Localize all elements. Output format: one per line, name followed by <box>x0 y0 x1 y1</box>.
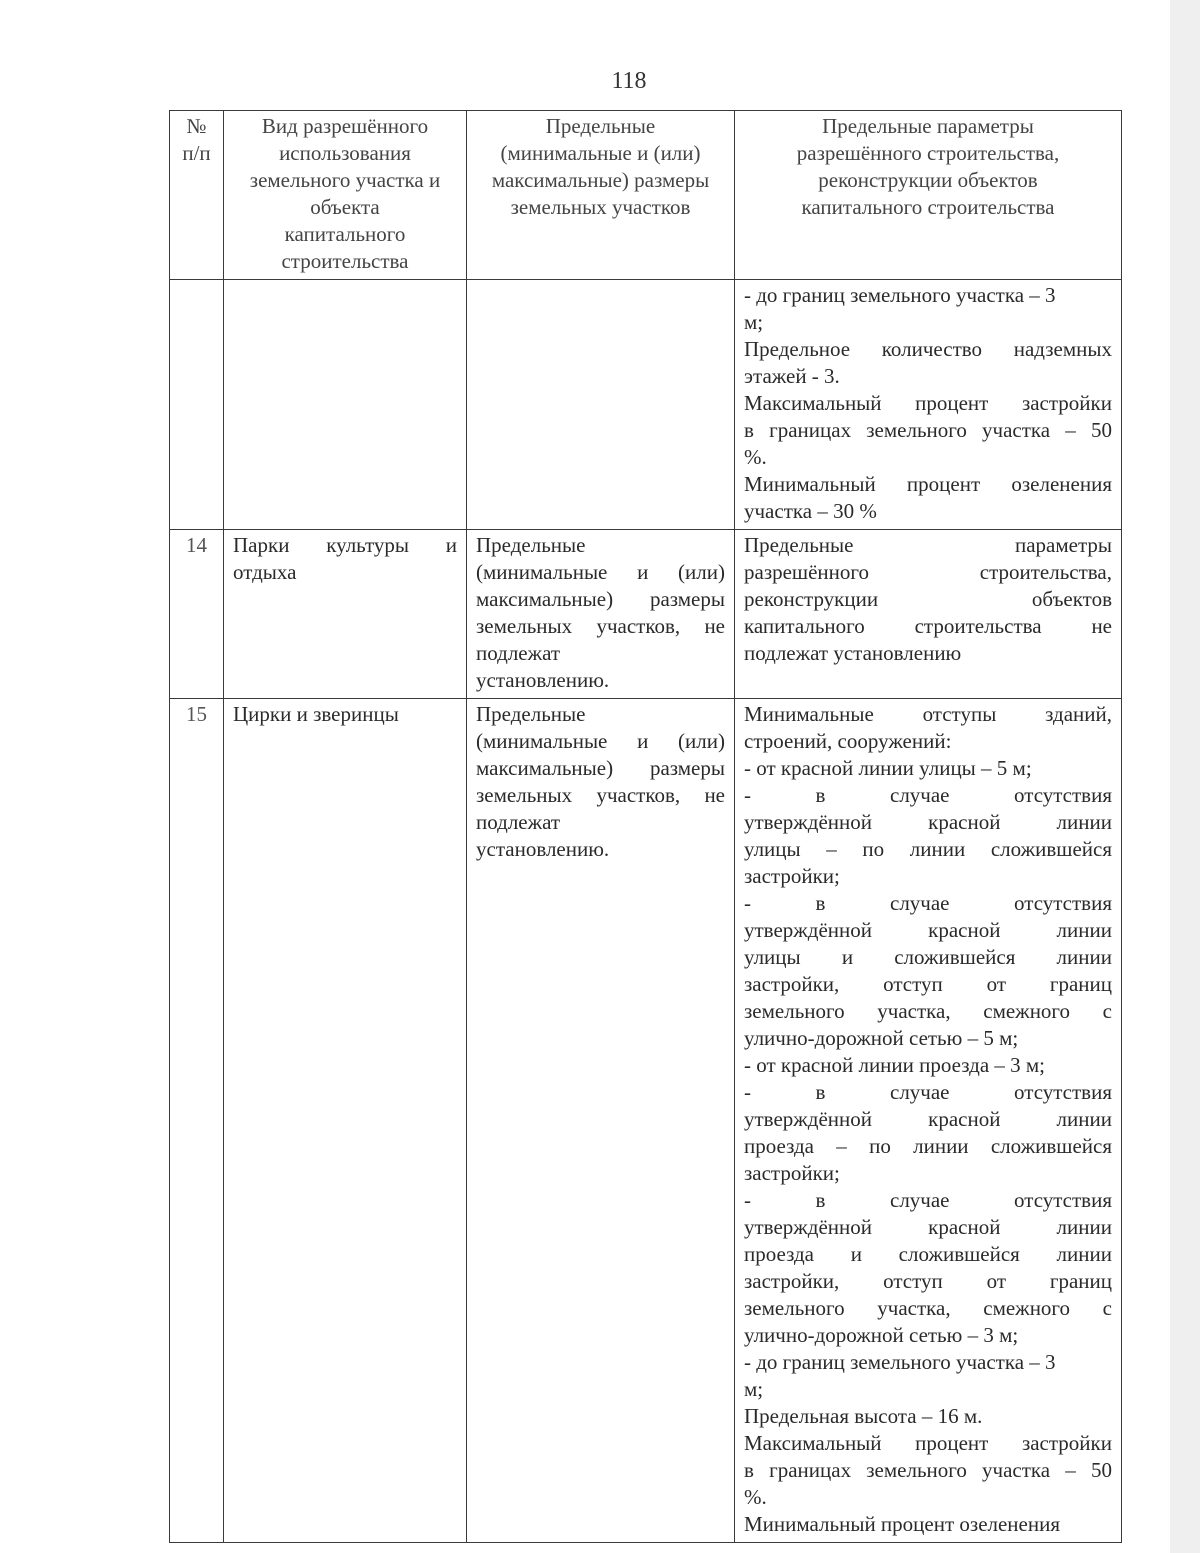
row-use-type <box>224 530 467 699</box>
row-num: 14 <box>170 530 224 699</box>
param-line: капитального строительства не <box>744 614 1112 638</box>
param-line: улицы и сложившейся линии <box>744 945 1112 969</box>
plot-sizes-line: подлежат <box>476 641 561 665</box>
param-line: этажей - 3. <box>744 364 840 388</box>
param-line: Предельная высота – 16 м. <box>744 1404 983 1428</box>
param-line: улицы – по линии сложившейся <box>744 837 1112 861</box>
param-line: Минимальный процент озеленения <box>744 472 1112 496</box>
param-line: Максимальный процент застройки <box>744 1431 1112 1455</box>
plot-sizes-line: Предельные <box>476 533 586 557</box>
param-line: - до границ земельного участка – 3 <box>744 283 1056 307</box>
param-line: Предельные параметры <box>744 533 1112 557</box>
plot-sizes-line: земельных участков, не <box>476 614 725 638</box>
row-plot-sizes <box>467 280 735 530</box>
plot-sizes-line: максимальные) размеры <box>476 587 725 611</box>
param-line: - в случае отсутствия <box>744 1080 1112 1104</box>
plot-sizes-line: подлежат <box>476 810 561 834</box>
param-line: строений, сооружений: <box>744 729 952 753</box>
param-line: застройки; <box>744 864 840 888</box>
row-parameters <box>735 530 1122 699</box>
table-row <box>170 699 1122 1543</box>
row-use-type <box>224 280 467 530</box>
row-use-type <box>224 699 467 1543</box>
param-line: - в случае отсутствия <box>744 1188 1112 1212</box>
param-line: улично-дорожной сетью – 5 м; <box>744 1026 1019 1050</box>
param-line: Предельное количество надземных <box>744 337 1112 361</box>
param-line: застройки, отступ от границ <box>744 972 1112 996</box>
plot-sizes-line: (минимальные и (или) <box>476 560 725 584</box>
table-row <box>170 530 1122 699</box>
param-line: утверждённой красной линии <box>744 918 1112 942</box>
param-line: разрешённого строительства, <box>744 560 1112 584</box>
table-row <box>170 280 1122 530</box>
param-line: проезда – по линии сложившейся <box>744 1134 1112 1158</box>
plot-sizes-line: (минимальные и (или) <box>476 729 725 753</box>
param-line: Минимальный процент озеленения <box>744 1512 1061 1536</box>
page-number: 118 <box>611 68 647 94</box>
param-line: утверждённой красной линии <box>744 810 1112 834</box>
plot-sizes-line: установлению. <box>476 837 610 861</box>
param-line: %. <box>744 1485 767 1509</box>
param-line: застройки, отступ от границ <box>744 1269 1112 1293</box>
plot-sizes-line: максимальные) размеры <box>476 756 725 780</box>
param-line: подлежат установлению <box>744 641 962 665</box>
row-plot-sizes <box>467 530 735 699</box>
header-parameters: Предельные параметры разрешённого строительства, реконструкции объектов капитального строительства <box>735 111 1122 280</box>
row-parameters <box>735 699 1122 1543</box>
param-line: Максимальный процент застройки <box>744 391 1112 415</box>
plot-sizes-line: установлению. <box>476 668 610 692</box>
param-line: Минимальные отступы зданий, <box>744 702 1112 726</box>
param-line: утверждённой красной линии <box>744 1107 1112 1131</box>
param-line: реконструкции объектов <box>744 587 1112 611</box>
param-line: м; <box>744 1377 764 1401</box>
regulations-table <box>169 110 1122 1543</box>
param-line: в границах земельного участка – 50 <box>744 418 1112 442</box>
param-line: - от красной линии улицы – 5 м; <box>744 756 1032 780</box>
header-plot-sizes: Предельные (минимальные и (или) максимальные) размеры земельных участков <box>467 111 735 280</box>
param-line: - в случае отсутствия <box>744 891 1112 915</box>
header-use-type: Вид разрешённого использования земельного участка и объекта капитального строительства <box>224 111 467 280</box>
scan-edge <box>1170 0 1200 1553</box>
param-line: участка – 30 % <box>744 499 877 523</box>
param-line: в границах земельного участка – 50 <box>744 1458 1112 1482</box>
plot-sizes-line: земельных участков, не <box>476 783 725 807</box>
param-line: утверждённой красной линии <box>744 1215 1112 1239</box>
param-line: улично-дорожной сетью – 3 м; <box>744 1323 1019 1347</box>
row-num: 15 <box>170 699 224 1543</box>
row-num <box>170 280 224 530</box>
param-line: %. <box>744 445 767 469</box>
row-plot-sizes <box>467 699 735 1543</box>
param-line: - до границ земельного участка – 3 <box>744 1350 1056 1374</box>
use-type-line: отдыха <box>233 560 297 584</box>
param-line: - от красной линии проезда – 3 м; <box>744 1053 1046 1077</box>
param-line: - в случае отсутствия <box>744 783 1112 807</box>
param-line: застройки; <box>744 1161 840 1185</box>
param-line: проезда и сложившейся линии <box>744 1242 1112 1266</box>
header-num: № п/п <box>170 111 224 280</box>
param-line: земельного участка, смежного с <box>744 1296 1112 1320</box>
param-line: м; <box>744 310 764 334</box>
plot-sizes-line: Предельные <box>476 702 586 726</box>
use-type-line: Цирки и зверинцы <box>233 702 399 726</box>
table-header-row <box>170 111 1122 280</box>
row-parameters <box>735 280 1122 530</box>
param-line: земельного участка, смежного с <box>744 999 1112 1023</box>
use-type-line: Парки культуры и <box>233 533 457 557</box>
